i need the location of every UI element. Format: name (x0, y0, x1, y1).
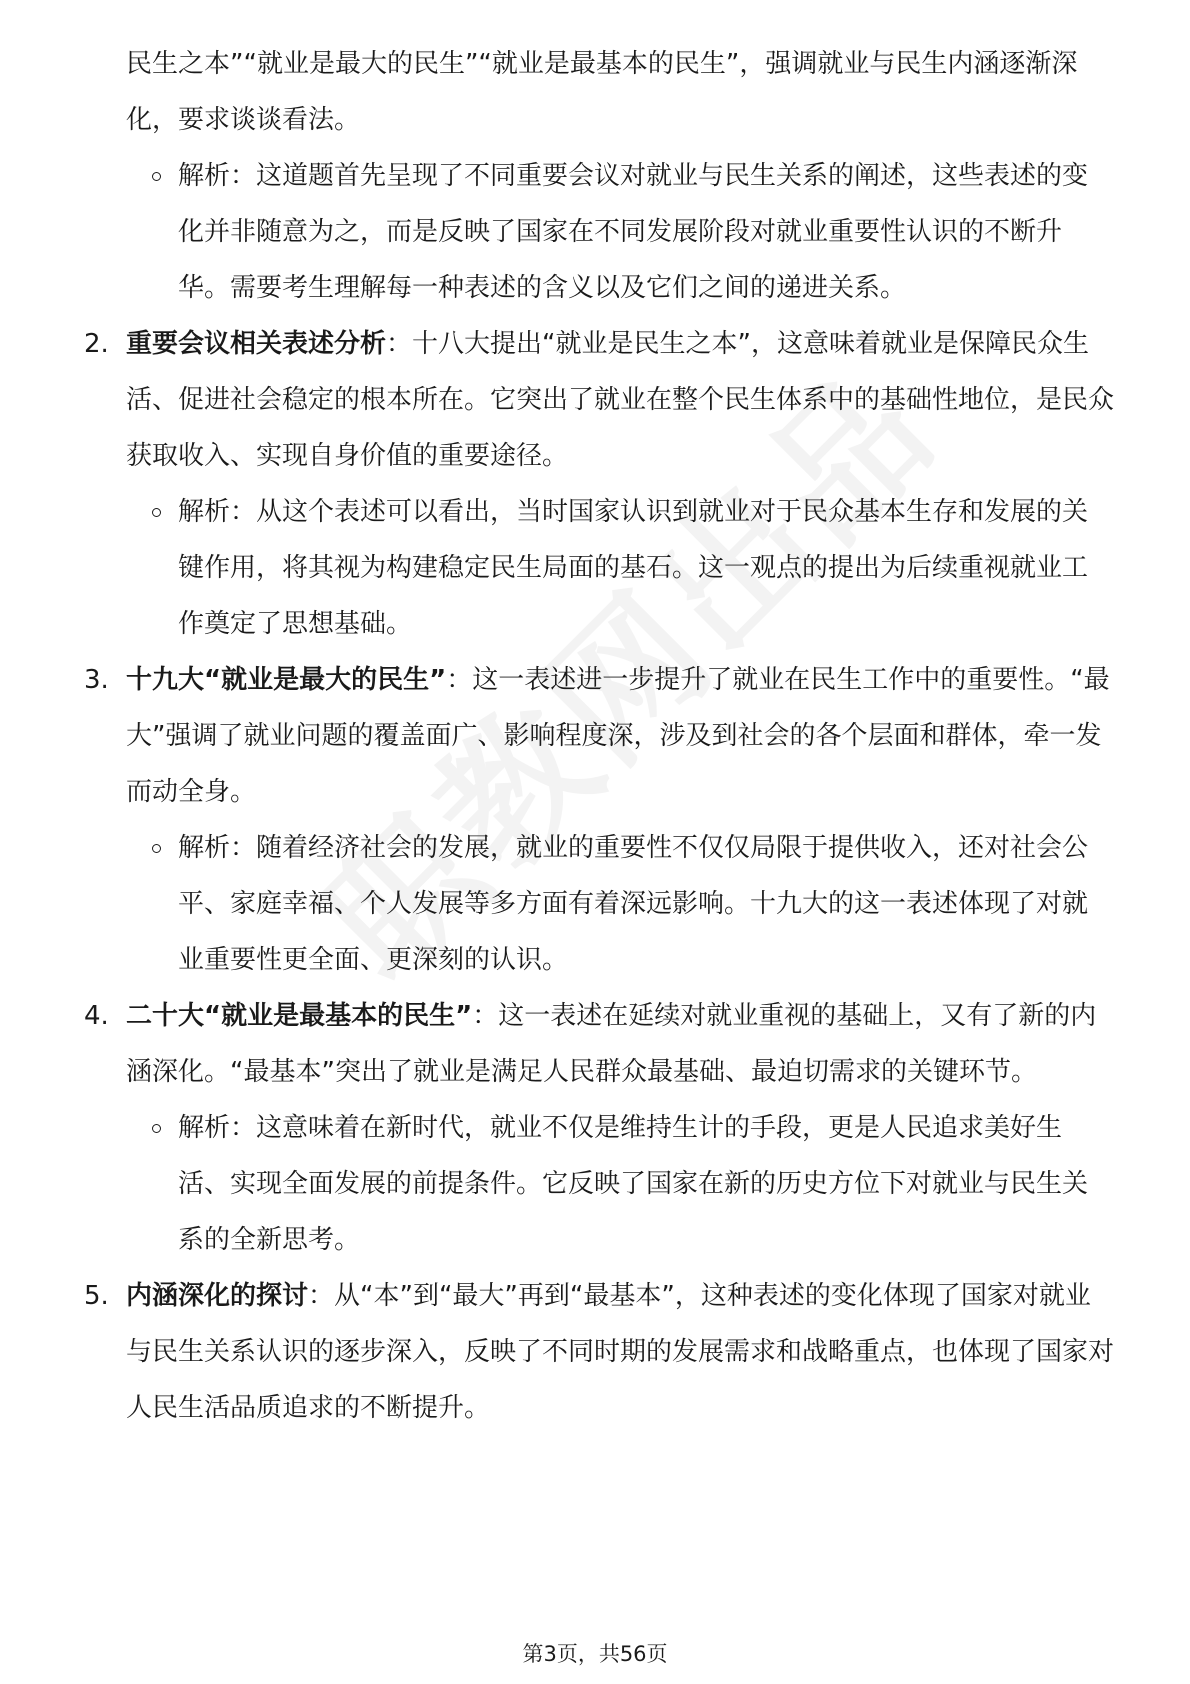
analysis-text: 解析：这意味着在新时代，就业不仅是维持生计的手段，更是人民追求美好生活、实现全面发展的前提条件。它反映了国家在新的历史方位下对就业与民生关系的全新思考。 (178, 1113, 1089, 1255)
item-title: 十九大“就业是最大的民生” (126, 665, 447, 695)
item-paragraph (126, 1268, 1116, 1436)
list-item-2 (84, 316, 1116, 484)
item-title: 内涵深化的探讨 (126, 1281, 309, 1311)
circle-bullet-icon (152, 1124, 161, 1133)
item-body: ：从“本”到“最大”再到“最基本”，这种表述的变化体现了国家对就业与民生关系认识的逐步深入，反映了不同时期的发展需求和战略重点，也体现了国家对人民生活品质追求的不断提升。 (126, 1281, 1115, 1423)
item-4-analysis (178, 1100, 1103, 1268)
intro-paragraph: 民生之本”“就业是最大的民生”“就业是最基本的民生”，强调就业与民生内涵逐渐深化，要求谈谈看法。 (126, 49, 1078, 135)
item-body: ：这一表述在延续对就业重视的基础上，又有了新的内涵深化。“最基本”突出了就业是满足人民群众最基础、最迫切需求的关键环节。 (126, 1001, 1097, 1087)
item-number: 4. (84, 1001, 109, 1031)
item-paragraph (126, 652, 1116, 820)
intro-analysis (178, 148, 1103, 316)
item-number: 3. (84, 665, 109, 695)
item-paragraph (126, 316, 1116, 484)
document-body (0, 36, 1190, 1436)
analysis-text: 解析：随着经济社会的发展，就业的重要性不仅仅局限于提供收入，还对社会公平、家庭幸福、个人发展等多方面有着深远影响。十九大的这一表述体现了对就业重要性更全面、更深刻的认识。 (178, 833, 1089, 975)
circle-bullet-icon (152, 172, 161, 181)
item-body: ：十八大提出“就业是民生之本”，这意味着就业是保障民众生活、促进社会稳定的根本所在。它突出了就业在整个民生体系中的基础性地位，是民众获取收入、实现自身价值的重要途径。 (126, 329, 1115, 471)
page-footer: 第3页，共56页 (522, 1642, 668, 1666)
circle-bullet-icon (152, 844, 161, 853)
item-title: 二十大“就业是最基本的民生” (126, 1001, 473, 1031)
list-item-5 (84, 1268, 1116, 1436)
list-item-3 (84, 652, 1116, 820)
analysis-text: 解析：从这个表述可以看出，当时国家认识到就业对于民众基本生存和发展的关键作用，将其视为构建稳定民生局面的基石。这一观点的提出为后续重视就业工作奠定了思想基础。 (178, 497, 1089, 639)
circle-bullet-icon (152, 508, 161, 517)
item-title: 重要会议相关表述分析 (126, 329, 387, 359)
item-number: 5. (84, 1281, 109, 1311)
item-3-analysis (178, 820, 1103, 988)
item-number: 2. (84, 329, 109, 359)
analysis-text: 解析：这道题首先呈现了不同重要会议对就业与民生关系的阐述，这些表述的变化并非随意为之，而是反映了国家在不同发展阶段对就业重要性认识的不断升华。需要考生理解每一种表述的含义以及它们之间的递进关系。 (178, 161, 1089, 303)
list-item-4 (84, 988, 1116, 1100)
item-paragraph (126, 988, 1116, 1100)
item-2-analysis (178, 484, 1103, 652)
item-body: ：这一表述进一步提升了就业在民生工作中的重要性。“最大”强调了就业问题的覆盖面广、影响程度深，涉及到社会的各个层面和群体，牵一发而动全身。 (126, 665, 1110, 807)
